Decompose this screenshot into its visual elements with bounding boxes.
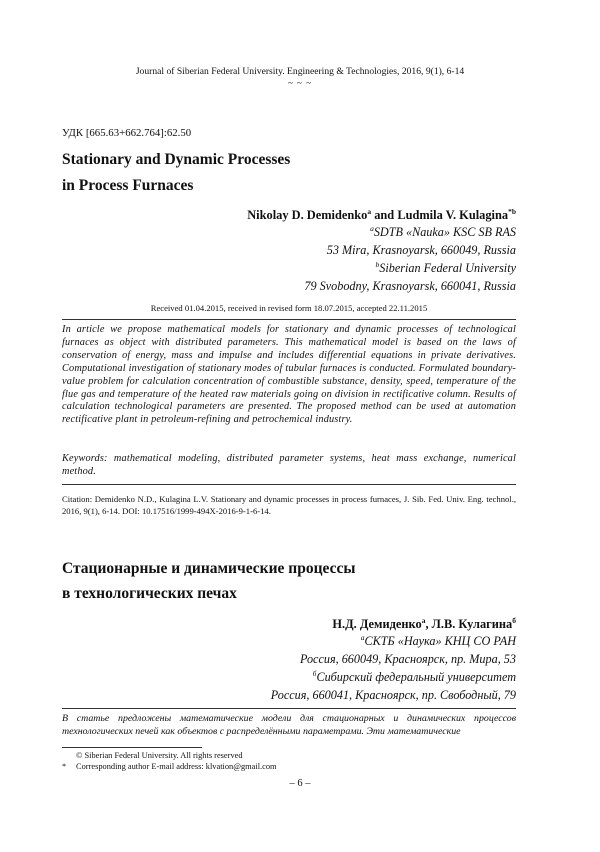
- ru-aff-a-name: СКТБ «Наука» КНЦ СО РАН: [364, 634, 516, 648]
- english-title-line1: Stationary and Dynamic Processes: [62, 151, 291, 168]
- english-affiliation-b: [376, 261, 517, 276]
- citation: Citation: Demidenko N.D., Kulagina L.V. Stationary and dynamic processes in process furnaces, J. Sib. Fed. Univ. Eng. technol., 2016, 9(1), 6-14. DOI: 10.17516/1999-494X-2016-9-1-6-14.: [62, 494, 516, 516]
- authors-and: and: [371, 208, 398, 222]
- russian-abstract-start: В статье предложены математические модели для стационарных и динамических процессов технологических печей как объектов с распределёнными параметрами. Эти математические: [62, 713, 516, 737]
- received-dates: Received 01.04.2015, received in revised form 18.07.2015, accepted 22.11.2015: [150, 303, 428, 313]
- journal-header: Journal of Siberian Federal University. Engineering & Technologies, 2016, 9(1), 6-14: [135, 66, 465, 77]
- ru-author2-sup: б: [512, 615, 516, 625]
- author2-name: Ludmila V. Kulagina: [397, 208, 509, 222]
- ru-authors-sep: ,: [425, 617, 432, 631]
- footnote-mark: *: [62, 762, 67, 771]
- aff-b-sup: b: [375, 259, 380, 269]
- author2-sup: *b: [508, 206, 516, 216]
- aff-b-name: Siberian Federal University: [379, 261, 516, 275]
- header-ornament: ~ ~ ~: [287, 78, 313, 88]
- english-title-line2: in Process Furnaces: [62, 177, 194, 194]
- footnote-copyright: [62, 750, 243, 761]
- author1-name: Nikolay D. Demidenko: [247, 208, 368, 222]
- russian-abstract-top-rule: [62, 708, 516, 709]
- aff-a-sup: a: [370, 223, 374, 233]
- page-number: – 6 –: [289, 778, 311, 789]
- keywords-bottom-rule: [62, 484, 516, 485]
- udk-code: УДК [665.63+662.764]:62.50: [62, 127, 192, 139]
- ru-aff-a-sup: а: [360, 632, 365, 642]
- russian-affiliation-a-address: Россия, 660049, Красноярск, пр. Мира, 53: [299, 652, 516, 666]
- english-abstract: In article we propose mathematical models for stationary and dynamic processes of technological furnaces as object with distributed parameters. This mathematical model is based on the laws of conservation of energy, mass and impulse and includes differential equations in private derivatives. Computational investigation of stationary modes of tubular furnaces is conducted. Formulated boundary-value problem for calculation concentration of combustible substance, density, speed, temperature of the flue gas and temperature of the heated raw materials going on division in rectificative column. Results of calculation technological parameters are presented. The proposed method can be used at automation rectificative plant in petroleum-refining and petrochemical industry.: [62, 324, 516, 426]
- footnote-corresponding: [62, 761, 277, 772]
- copyright-text: © Siberian Federal University. All rights reserved: [76, 751, 243, 760]
- english-keywords: Keywords: mathematical modeling, distributed parameter systems, heat mass exchange, numerical method.: [62, 453, 516, 477]
- aff-a-name: SDTB «Nauka» KSC SB RAS: [373, 225, 516, 239]
- russian-affiliation-b-address: Россия, 660041, Красноярск, пр. Свободный, 79: [270, 688, 516, 702]
- russian-affiliation-b: [313, 670, 516, 685]
- ru-aff-b-name: Сибирский федеральный университет: [316, 670, 516, 684]
- english-affiliation-a-address: 53 Mira, Krasnoyarsk, 660049, Russia: [326, 243, 516, 257]
- ru-author1-name: Н.Д. Демиденко: [332, 617, 422, 631]
- ru-aff-b-sup: б: [312, 668, 317, 678]
- author1-sup: a: [367, 206, 372, 216]
- russian-title-line2: в технологических печах: [62, 585, 237, 602]
- english-affiliation-a: [370, 225, 516, 240]
- abstract-top-rule: [62, 319, 516, 320]
- english-affiliation-b-address: 79 Svobodny, Krasnoyarsk, 660041, Russia: [304, 279, 516, 293]
- russian-title-line1: Стационарные и динамические процессы: [62, 560, 356, 577]
- russian-affiliation-a: [361, 634, 516, 649]
- footnote-rule: [62, 747, 202, 748]
- ru-author1-sup: а: [421, 615, 426, 625]
- english-authors: [247, 208, 516, 223]
- corresponding-text: Corresponding author E-mail address: klvation@gmail.com: [76, 762, 277, 771]
- russian-authors: [332, 617, 516, 632]
- ru-author2-name: Л.В. Кулагина: [431, 617, 513, 631]
